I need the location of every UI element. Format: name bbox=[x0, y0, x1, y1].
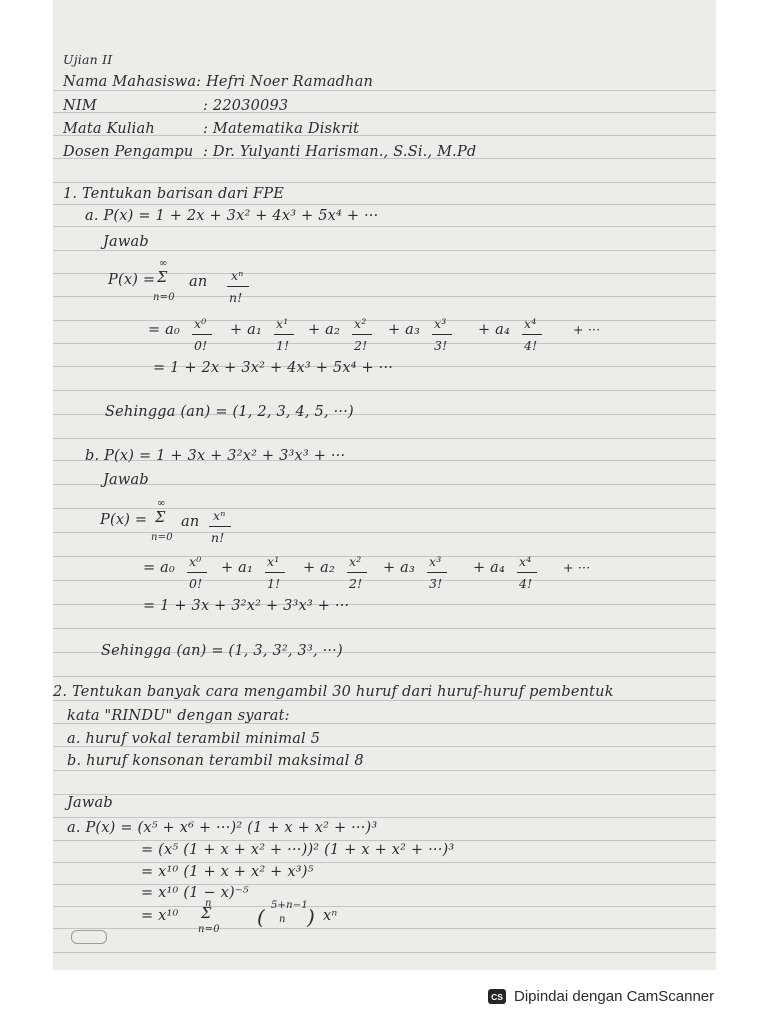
ruled-line bbox=[53, 580, 716, 581]
q1a-sum-sign: Σ bbox=[157, 270, 168, 286]
expansion-numerator: x¹ bbox=[276, 316, 289, 331]
expansion-fraction-bar bbox=[432, 334, 452, 335]
ruled-line bbox=[53, 862, 716, 863]
q2-step-2: = (x⁵ (1 + x + x² + ···))² (1 + x + x² + ···)³ bbox=[141, 842, 455, 858]
q1b-frac-bar bbox=[209, 526, 231, 527]
nim-value: : 22030093 bbox=[203, 98, 289, 114]
ruled-line bbox=[53, 484, 716, 485]
q2-condition-a: a. huruf vokal terambil minimal 5 bbox=[67, 731, 321, 747]
q1b-problem: b. P(x) = 1 + 3x + 3²x² + 3³x³ + ··· bbox=[85, 448, 346, 464]
course-label: Mata Kuliah bbox=[63, 121, 155, 137]
expansion-denominator: 1! bbox=[267, 576, 281, 591]
exam-title: Ujian II bbox=[63, 52, 113, 67]
notebook-paper bbox=[53, 0, 716, 970]
q1b-jawab: Jawab bbox=[103, 472, 149, 488]
expansion-denominator: 0! bbox=[189, 576, 203, 591]
expansion-coefficient: + a₂ bbox=[303, 560, 336, 576]
ruled-line bbox=[53, 906, 716, 907]
ruled-line bbox=[53, 770, 716, 771]
expansion-coefficient: + a₃ bbox=[388, 322, 421, 338]
q2-title: 2. Tentukan banyak cara mengambil 30 huruf dari huruf-huruf pembentuk bbox=[53, 684, 614, 700]
expansion-coefficient: + a₄ bbox=[473, 560, 506, 576]
q2-binom-close: ) bbox=[307, 905, 316, 929]
expansion-numerator: x⁴ bbox=[524, 316, 537, 331]
ruled-line bbox=[53, 676, 716, 677]
q1a-series: = 1 + 2x + 3x² + 4x³ + 5x⁴ + ··· bbox=[153, 360, 394, 376]
expansion-fraction-bar bbox=[192, 334, 212, 335]
q2-binom-open: ( bbox=[257, 905, 266, 929]
ruled-line bbox=[53, 952, 716, 953]
ruled-line bbox=[53, 226, 716, 227]
q2-binom-top: 5+n−1 bbox=[271, 900, 308, 911]
q1a-result: Sehingga (an) = (1, 2, 3, 4, 5, ···) bbox=[105, 404, 354, 420]
ruled-line bbox=[53, 90, 716, 91]
q1b-series: = 1 + 3x + 3²x² + 3³x³ + ··· bbox=[143, 598, 350, 614]
q1-title: 1. Tentukan barisan dari FPE bbox=[63, 186, 285, 202]
q2-final-sum-bottom: n=0 bbox=[198, 924, 220, 935]
expansion-coefficient: + a₂ bbox=[308, 322, 341, 338]
expansion-denominator: 2! bbox=[349, 576, 363, 591]
q2-condition-b: b. huruf konsonan terambil maksimal 8 bbox=[67, 753, 364, 769]
expansion-numerator: x⁰ bbox=[189, 554, 202, 569]
ruled-line bbox=[53, 438, 716, 439]
expansion-denominator: 3! bbox=[429, 576, 443, 591]
expansion-coefficient: + a₁ bbox=[230, 322, 263, 338]
ruled-line bbox=[53, 840, 716, 841]
student-name: Nama Mahasiswa: Hefri Noer Ramadhan bbox=[63, 74, 374, 90]
expansion-fraction-bar bbox=[522, 334, 542, 335]
q1b-sum-top: ∞ bbox=[157, 498, 166, 509]
lecturer-value: : Dr. Yulyanti Harisman., S.Si., M.Pd bbox=[203, 144, 477, 160]
notebook-brand-stamp bbox=[71, 930, 107, 944]
q2-final-prefix: = x¹⁰ bbox=[141, 908, 179, 924]
expansion-fraction-bar bbox=[352, 334, 372, 335]
ruled-line bbox=[53, 928, 716, 929]
q2-final-sum-top: n bbox=[205, 898, 212, 909]
expansion-numerator: x⁰ bbox=[194, 316, 207, 331]
expansion-numerator: x² bbox=[349, 554, 362, 569]
q1b-sum-bottom: n=0 bbox=[151, 532, 173, 543]
q2-title-cont: kata "RINDU" dengan syarat: bbox=[67, 708, 290, 724]
expansion-coefficient: + a₃ bbox=[383, 560, 416, 576]
expansion-denominator: 0! bbox=[194, 338, 208, 353]
ruled-line bbox=[53, 390, 716, 391]
lecturer-label: Dosen Pengampu bbox=[63, 144, 194, 160]
expansion-numerator: x¹ bbox=[267, 554, 280, 569]
expansion-coefficient: = a₀ bbox=[148, 322, 181, 338]
q1a-jawab: Jawab bbox=[103, 234, 149, 250]
ruled-line bbox=[53, 556, 716, 557]
q1a-ellipsis: + ··· bbox=[573, 322, 601, 337]
q1a-problem: a. P(x) = 1 + 2x + 3x² + 4x³ + 5x⁴ + ··· bbox=[85, 208, 379, 224]
ruled-line bbox=[53, 204, 716, 205]
q2-final-sum-sign: Σ bbox=[201, 906, 212, 922]
q1a-frac-bar bbox=[227, 286, 249, 287]
expansion-denominator: 3! bbox=[434, 338, 448, 353]
ruled-line bbox=[53, 182, 716, 183]
expansion-fraction-bar bbox=[427, 572, 447, 573]
expansion-numerator: x² bbox=[354, 316, 367, 331]
expansion-fraction-bar bbox=[187, 572, 207, 573]
ruled-line bbox=[53, 250, 716, 251]
expansion-fraction-bar bbox=[517, 572, 537, 573]
camscanner-logo-text: CS bbox=[491, 992, 503, 1002]
expansion-denominator: 2! bbox=[354, 338, 368, 353]
q2-binom-bottom: n bbox=[279, 914, 286, 925]
q1b-sum-lhs: P(x) = bbox=[100, 512, 148, 528]
ruled-line bbox=[53, 112, 716, 113]
expansion-numerator: x³ bbox=[434, 316, 447, 331]
ruled-line bbox=[53, 343, 716, 344]
q2-jawab: Jawab bbox=[67, 795, 113, 811]
q1a-sum-top: ∞ bbox=[159, 258, 168, 269]
q2-step-1: a. P(x) = (x⁵ + x⁶ + ···)² (1 + x + x² + ···)³ bbox=[67, 820, 378, 836]
camscanner-watermark-text: Dipindai dengan CamScanner bbox=[514, 988, 715, 1005]
q1b-xn: xⁿ bbox=[213, 508, 226, 523]
q1b-result: Sehingga (an) = (1, 3, 3², 3³, ···) bbox=[101, 643, 343, 659]
q2-step-3: = x¹⁰ (1 + x + x² + x³)⁵ bbox=[141, 864, 314, 880]
expansion-coefficient: + a₄ bbox=[478, 322, 511, 338]
expansion-coefficient: + a₁ bbox=[221, 560, 254, 576]
q1b-ellipsis: + ··· bbox=[563, 560, 591, 575]
course-value: : Matematika Diskrit bbox=[203, 121, 360, 137]
q1a-sum-lhs: P(x) = bbox=[108, 272, 156, 288]
q1a-xn: xⁿ bbox=[231, 268, 244, 283]
ruled-line bbox=[53, 794, 716, 795]
expansion-coefficient: = a₀ bbox=[143, 560, 176, 576]
q1b-sum-sign: Σ bbox=[155, 510, 166, 526]
expansion-fraction-bar bbox=[347, 572, 367, 573]
q1a-nfact: n! bbox=[229, 290, 243, 305]
expansion-fraction-bar bbox=[265, 572, 285, 573]
ruled-line bbox=[53, 700, 716, 701]
q1a-an: an bbox=[189, 274, 208, 290]
expansion-denominator: 4! bbox=[519, 576, 533, 591]
expansion-denominator: 4! bbox=[524, 338, 538, 353]
ruled-line bbox=[53, 817, 716, 818]
expansion-numerator: x⁴ bbox=[519, 554, 532, 569]
expansion-numerator: x³ bbox=[429, 554, 442, 569]
q2-step-4: = x¹⁰ (1 − x)⁻⁵ bbox=[141, 885, 249, 901]
ruled-line bbox=[53, 320, 716, 321]
ruled-line bbox=[53, 508, 716, 509]
camscanner-logo-icon bbox=[488, 989, 506, 1004]
q1a-sum-bottom: n=0 bbox=[153, 292, 175, 303]
nim-label: NIM bbox=[63, 98, 97, 114]
q1b-an: an bbox=[181, 514, 200, 530]
q2-final-suffix: xⁿ bbox=[323, 908, 338, 924]
q1b-nfact: n! bbox=[211, 530, 225, 545]
expansion-fraction-bar bbox=[274, 334, 294, 335]
ruled-line bbox=[53, 628, 716, 629]
expansion-denominator: 1! bbox=[276, 338, 290, 353]
